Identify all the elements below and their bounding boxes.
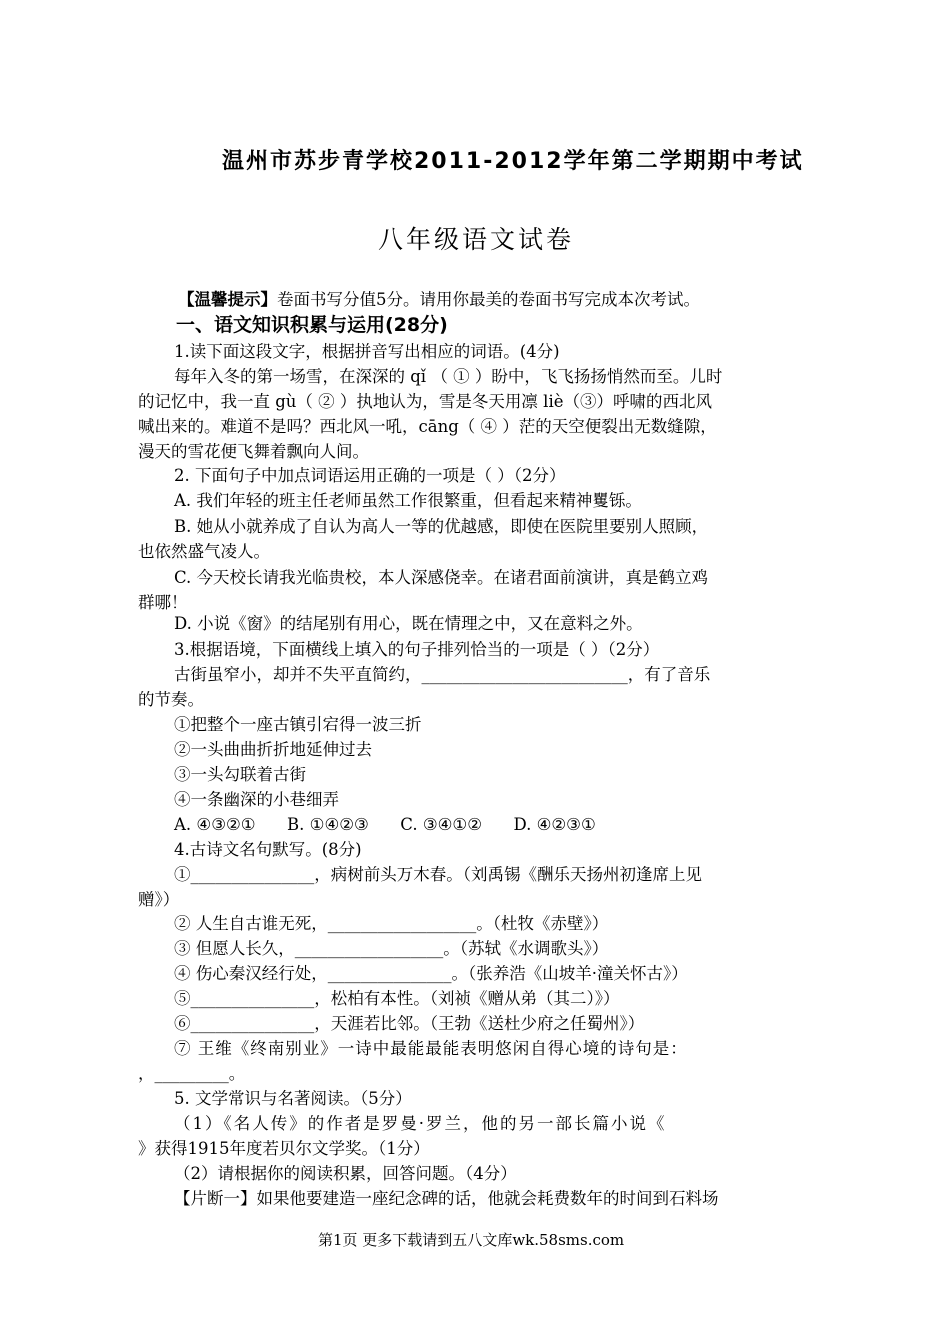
q5-stem: 5. 文学常识与名著阅读。（5分） bbox=[174, 1089, 412, 1108]
q4-line: ⑤_______________，松柏有本性。（刘祯《赠从弟（其二）》） bbox=[174, 989, 620, 1008]
q1-stem: 1.读下面这段文字，根据拼音写出相应的词语。(4分) bbox=[174, 342, 560, 361]
q2-option-c: C. 今天校长请我光临贵校，本人深感侥幸。在诸君面前演讲，真是鹤立鸡 bbox=[174, 568, 709, 587]
q4-line: ，_________。 bbox=[138, 1064, 246, 1083]
q2-stem: 2. 下面句子中加点词语运用正确的一项是（ ）（2分） bbox=[174, 466, 566, 485]
tip-label: 【温馨提示】 bbox=[178, 290, 277, 309]
q1-line: 每年入冬的第一场雪，在深深的 qǐ （ ① ）盼中，飞飞扬扬悄然而至。儿时 bbox=[174, 367, 723, 386]
exam-subtitle: 八年级语文试卷 bbox=[378, 225, 575, 254]
q5-part1: （1）《名人传》的作者是罗曼·罗兰，他的另一部长篇小说《 bbox=[174, 1114, 667, 1133]
q1-line: 喊出来的。难道不是吗？西北风一吼，cāng（ ④ ）茫的天空便裂出无数缝隙， bbox=[138, 417, 717, 436]
q3-stem: 3.根据语境，下面横线上填入的句子排列恰当的一项是（ ）（2分） bbox=[174, 640, 660, 659]
tip bbox=[178, 288, 700, 312]
q3-item: ②一头曲曲折折地延伸过去 bbox=[174, 740, 372, 759]
q2-option-c-cont: 群哪！ bbox=[138, 593, 188, 612]
q2-option-b-cont: 也依然盛气凌人。 bbox=[138, 542, 270, 561]
page-footer: 第1页 更多下载请到五八文库wk.58sms.com bbox=[318, 1231, 625, 1249]
q4-line: 赠》） bbox=[138, 890, 180, 909]
q4-line: ⑦ 王维《终南别业》一诗中最能最能表明悠闲自得心境的诗句是： bbox=[174, 1039, 688, 1058]
q3-item: ①把整个一座古镇引宕得一波三折 bbox=[174, 715, 422, 734]
section-heading: 一、语文知识积累与运用(28分) bbox=[176, 314, 448, 336]
q5-fragment: 【片断一】如果他要建造一座纪念碑的话，他就会耗费数年的时间到石料场 bbox=[174, 1189, 719, 1208]
q3-line: 古街虽窄小，却并不失平直简约，_________________________，有了音乐 bbox=[174, 665, 711, 684]
q5-part2: （2）请根据你的阅读积累，回答问题。（4分） bbox=[174, 1164, 517, 1183]
q2-option-d: D. 小说《窗》的结尾别有用心，既在情理之中，又在意料之外。 bbox=[174, 614, 643, 633]
q1-line: 的记忆中，我一直 gù（ ② ）执地认为，雪是冬天用凛 liè（③）呼啸的西北风 bbox=[138, 392, 712, 411]
q2-option-a: A. 我们年轻的班主任老师虽然工作很繁重，但看起来精神矍铄。 bbox=[174, 491, 642, 510]
tip-text: 卷面书写分值5分。请用你最美的卷面书写完成本次考试。 bbox=[277, 290, 700, 309]
q3-options: A. ④③②① B. ①④②③ C. ③④①② D. ④②③① bbox=[174, 815, 596, 834]
q3-item: ③一头勾联着古街 bbox=[174, 765, 306, 784]
q4-line: ⑥_______________，天涯若比邻。（王勃《送杜少府之任蜀州》） bbox=[174, 1014, 645, 1033]
q4-stem: 4.古诗文名句默写。(8分) bbox=[174, 840, 362, 859]
q2-option-b: B. 她从小就养成了自认为高人一等的优越感，即使在医院里要别人照顾， bbox=[174, 517, 709, 536]
q4-line: ④ 伤心秦汉经行处，_______________。（张养浩《山坡羊·潼关怀古》） bbox=[174, 964, 688, 983]
q4-line: ①_______________，病树前头万木春。（刘禹锡《酬乐天扬州初逢席上见 bbox=[174, 865, 702, 884]
q3-line: 的节奏。 bbox=[138, 690, 204, 709]
exam-title: 温州市苏步青学校2011-2012学年第二学期期中考试 bbox=[222, 149, 804, 174]
q1-line: 漫天的雪花便飞舞着飘向人间。 bbox=[138, 442, 369, 461]
q4-line: ③ 但愿人长久，__________________。（苏轼《水调歌头》） bbox=[174, 939, 609, 958]
q4-line: ② 人生自古谁无死，__________________。（杜牧《赤壁》） bbox=[174, 914, 609, 933]
q3-item: ④一条幽深的小巷细弄 bbox=[174, 790, 339, 809]
q5-part1-cont: 》获得1915年度若贝尔文学奖。（1分） bbox=[138, 1139, 430, 1158]
